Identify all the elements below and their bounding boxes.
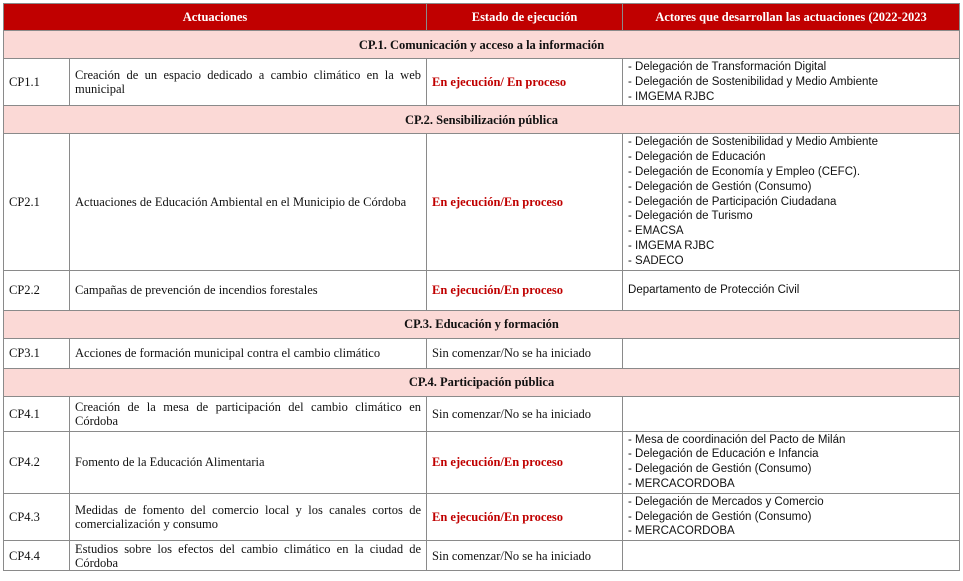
actor-item: - Delegación de Educación e Infancia (628, 448, 819, 461)
actor-item: - EMACSA (628, 225, 684, 238)
execution-status: Sin comenzar/No se ha iniciado (427, 338, 623, 368)
actor-item: - MERCACORDOBA (628, 477, 735, 490)
action-description: Actuaciones de Educación Ambiental en el Municipio de Córdoba (70, 134, 427, 270)
execution-status: Sin comenzar/No se ha iniciado (427, 396, 623, 431)
execution-status: En ejecución/En proceso (427, 493, 623, 540)
section-title: CP.1. Comunicación y acceso a la información (4, 31, 960, 59)
action-description: Creación de la mesa de participación del cambio climático en Córdoba (70, 396, 427, 431)
actor-item: Departamento de Protección Civil (628, 283, 800, 296)
actors-cell (623, 396, 960, 431)
actions-table-container (3, 3, 959, 571)
action-description: Acciones de formación municipal contra el cambio climático (70, 338, 427, 368)
table-header-row (4, 4, 960, 31)
column-header-estado: Estado de ejecución (427, 4, 623, 31)
section-row (4, 368, 960, 396)
action-code: CP1.1 (4, 59, 70, 106)
actions-table (3, 3, 960, 571)
actor-item: - Delegación de Transformación Digital (628, 61, 827, 73)
actors-cell (623, 338, 960, 368)
execution-status: En ejecución/ En proceso (427, 59, 623, 106)
action-description: Fomento de la Educación Alimentaria (70, 431, 427, 493)
table-row (4, 134, 960, 270)
table-body (4, 31, 960, 571)
actor-item: - Delegación de Mercados y Comercio (628, 495, 824, 508)
actor-item: - MERCACORDOBA (628, 525, 735, 538)
table-row (4, 270, 960, 310)
execution-status: En ejecución/En proceso (427, 431, 623, 493)
actor-item: - IMGEMA RJBC (628, 90, 715, 103)
action-description: Medidas de fomento del comercio local y los canales cortos de comercialización y consumo (70, 493, 427, 540)
actors-cell (623, 493, 960, 540)
table-row (4, 493, 960, 540)
actor-item: - Delegación de Sostenibilidad y Medio Ambiente (628, 75, 878, 88)
actors-cell (623, 270, 960, 310)
table-row (4, 431, 960, 493)
section-title: CP.3. Educación y formación (4, 310, 960, 338)
actor-item: - Delegación de Economía y Empleo (CEFC). (628, 165, 861, 178)
table-row (4, 541, 960, 571)
actor-item: - Delegación de Gestión (Consumo) (628, 463, 812, 476)
table-row (4, 59, 960, 106)
action-code: CP4.3 (4, 493, 70, 540)
action-code: CP4.1 (4, 396, 70, 431)
actors-cell (623, 541, 960, 571)
action-description: Campañas de prevención de incendios forestales (70, 270, 427, 310)
section-title: CP.2. Sensibilización pública (4, 106, 960, 134)
actor-item: - Delegación de Gestión (Consumo) (628, 180, 812, 193)
actor-item: - Delegación de Turismo (628, 210, 753, 223)
section-title: CP.4. Participación pública (4, 368, 960, 396)
actor-item: - SADECO (628, 254, 684, 267)
action-code: CP4.4 (4, 541, 70, 571)
actors-cell (623, 134, 960, 270)
table-row (4, 396, 960, 431)
actor-item: - Delegación de Sostenibilidad y Medio Ambiente (628, 136, 878, 149)
action-code: CP3.1 (4, 338, 70, 368)
section-row (4, 106, 960, 134)
actor-item: - IMGEMA RJBC (628, 239, 715, 252)
execution-status: En ejecución/En proceso (427, 134, 623, 270)
action-description: Creación de un espacio dedicado a cambio climático en la web municipal (70, 59, 427, 106)
action-code: CP2.1 (4, 134, 70, 270)
execution-status: En ejecución/En proceso (427, 270, 623, 310)
actor-item: - Mesa de coordinación del Pacto de Milán (628, 433, 846, 446)
action-code: CP4.2 (4, 431, 70, 493)
execution-status: Sin comenzar/No se ha iniciado (427, 541, 623, 571)
actor-item: - Delegación de Educación (628, 151, 766, 164)
column-header-actuaciones: Actuaciones (4, 4, 427, 31)
action-code: CP2.2 (4, 270, 70, 310)
actors-cell (623, 59, 960, 106)
actor-item: - Delegación de Participación Ciudadana (628, 195, 837, 208)
section-row (4, 310, 960, 338)
action-description: Estudios sobre los efectos del cambio climático en la ciudad de Córdoba (70, 541, 427, 571)
actor-item: - Delegación de Gestión (Consumo) (628, 510, 812, 523)
actors-cell (623, 431, 960, 493)
table-row (4, 338, 960, 368)
column-header-actores: Actores que desarrollan las actuaciones (2022-2023 (623, 4, 960, 31)
section-row (4, 31, 960, 59)
